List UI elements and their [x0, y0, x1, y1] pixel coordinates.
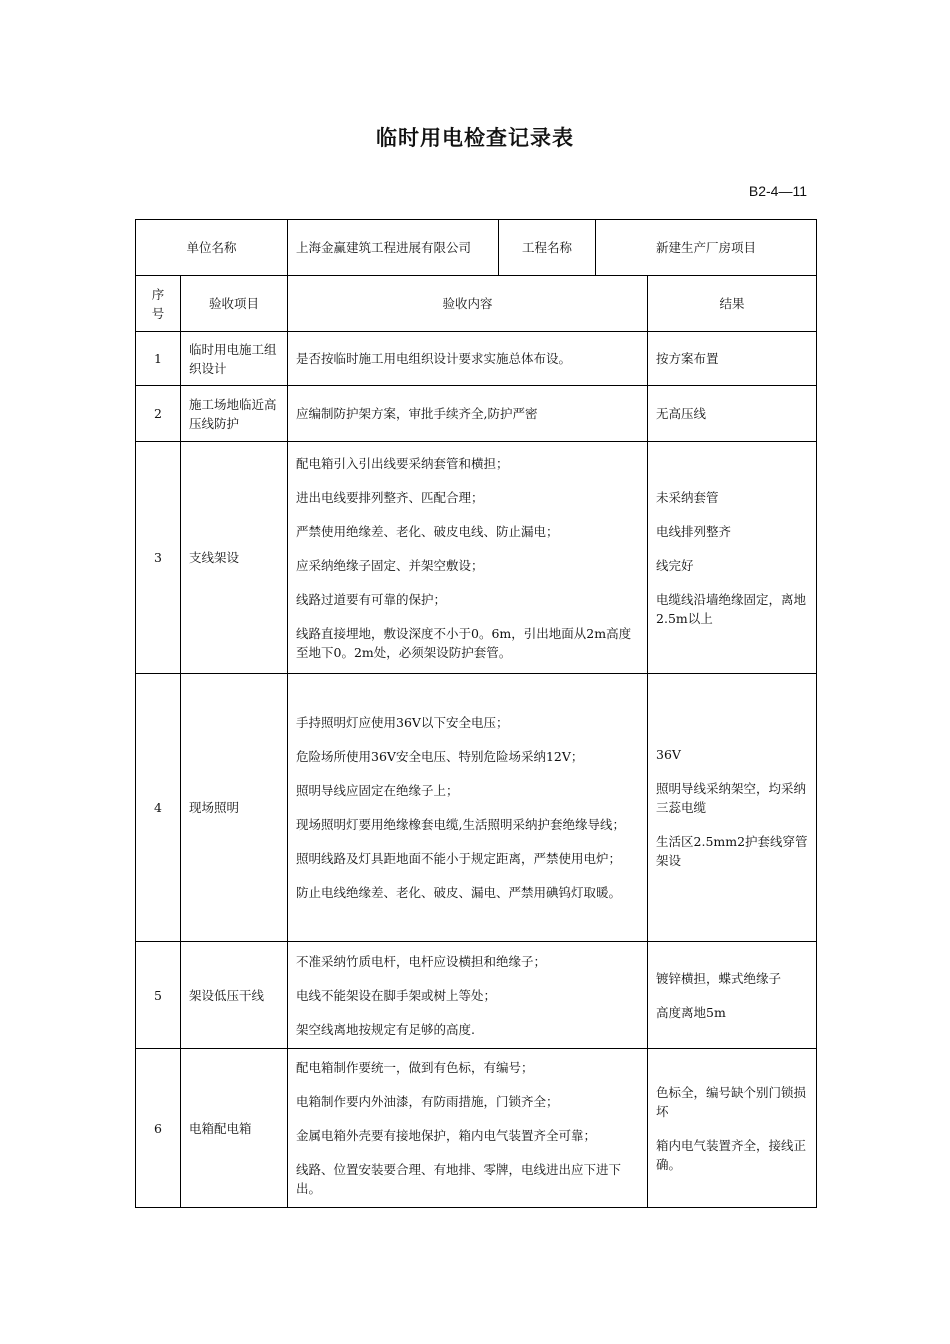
- table-row: [136, 1049, 817, 1208]
- header-row: [136, 276, 817, 332]
- content-line: 严禁使用绝缘差、老化、破皮电线、防止漏电；: [296, 523, 559, 539]
- row-content: [288, 386, 648, 442]
- table-row: [136, 942, 817, 1049]
- row-result: [648, 442, 817, 674]
- result-line: 电缆线沿墙绝缘固定，离地2.5m以上: [656, 591, 807, 626]
- header-no: 序号: [136, 276, 181, 332]
- result-line: 按方案布置: [656, 351, 719, 366]
- row-number: 4: [136, 674, 181, 942]
- result-line: 照明导线采纳架空，均采纳三蕊电缆: [656, 781, 807, 815]
- result-line: 无高压线: [656, 406, 707, 421]
- content-line: 照明线路及灯具距地面不能小于规定距离，严禁使用电炉；: [296, 851, 622, 866]
- result-line: 色标全，编号缺个别门锁损坏: [656, 1084, 807, 1119]
- content-line: 应采纳绝缘子固定、并架空敷设；: [296, 557, 484, 573]
- content-line: 线路、位置安装要合理、有地排、零牌，电线进出应下进下出。: [296, 1162, 622, 1196]
- project-label: 工程名称: [499, 220, 596, 276]
- row-item: 现场照明: [181, 674, 288, 942]
- result-line: 36V: [656, 747, 681, 762]
- project-value: 新建生产厂房项目: [596, 220, 817, 276]
- row-item: 施工场地临近高压线防护: [181, 386, 288, 442]
- row-content: [288, 942, 648, 1049]
- content-line: 电线不能架设在脚手架或树上等处；: [296, 987, 497, 1003]
- content-line: 电箱制作要内外油漆，有防雨措施，门锁齐全；: [296, 1094, 559, 1109]
- content-line: 危险场所使用36V安全电压、特别危险场采纳12V；: [296, 749, 584, 764]
- content-line: 现场照明灯要用绝缘橡套电缆,生活照明采纳护套绝缘导线；: [296, 817, 625, 832]
- row-number: 2: [136, 386, 181, 442]
- row-result: [648, 332, 817, 386]
- content-line: 配电箱引入引出线要采纳套管和横担；: [296, 455, 509, 471]
- content-line: 线路直接埋地，敷设深度不小于0。6m，引出地面从2m高度至地下0。2m处，必须架设防护套管。: [296, 625, 632, 660]
- inspection-form: [135, 219, 816, 1208]
- table-row: [136, 332, 817, 386]
- page-title: 临时用电检查记录表: [376, 126, 574, 150]
- result-line: 线完好: [656, 557, 694, 573]
- row-result: [648, 386, 817, 442]
- form-code: B2-4—11: [748, 183, 807, 199]
- row-result: [648, 942, 817, 1049]
- table-row: [136, 674, 817, 942]
- result-line: 高度离地5m: [656, 1004, 726, 1020]
- result-line: 未采纳套管: [656, 489, 719, 505]
- content-line: 手持照明灯应使用36V以下安全电压；: [296, 715, 509, 730]
- content-line: 进出电线要排列整齐、匹配合理；: [296, 489, 484, 505]
- content-line: 金属电箱外壳要有接地保护，箱内电气装置齐全可靠；: [296, 1128, 597, 1143]
- table-row: [136, 442, 817, 674]
- content-line: 架空线离地按规定有足够的高度.: [296, 1021, 475, 1037]
- table-body: [136, 332, 817, 1208]
- header-result: 结果: [648, 276, 817, 332]
- row-item: 临时用电施工组织设计: [181, 332, 288, 386]
- result-line: 电线排列整齐: [656, 523, 732, 539]
- content-line: 线路过道要有可靠的保护；: [296, 591, 447, 607]
- result-line: 镀锌横担，蝶式绝缘子: [656, 970, 782, 986]
- table-row: [136, 386, 817, 442]
- header-content: 验收内容: [288, 276, 648, 332]
- header-item: 验收项目: [181, 276, 288, 332]
- row-number: 1: [136, 332, 181, 386]
- row-content: [288, 674, 648, 942]
- unit-value: 上海金赢建筑工程进展有限公司: [288, 220, 499, 276]
- info-row: [136, 220, 817, 276]
- content-line: 配电箱制作要统一，做到有色标，有编号；: [296, 1060, 534, 1075]
- row-item: 电箱配电箱: [181, 1049, 288, 1208]
- row-content: [288, 442, 648, 674]
- row-content: [288, 1049, 648, 1208]
- row-result: [648, 1049, 817, 1208]
- row-item: 架设低压干线: [181, 942, 288, 1049]
- inspection-table: [135, 219, 817, 1208]
- result-line: 箱内电气装置齐全，接线正确。: [656, 1137, 807, 1172]
- row-number: 6: [136, 1049, 181, 1208]
- result-line: 生活区2.5mm2护套线穿管架设: [656, 834, 808, 868]
- row-item: 支线架设: [181, 442, 288, 674]
- content-line: 应编制防护架方案，审批手续齐全,防护严密: [296, 406, 538, 421]
- content-line: 防止电线绝缘差、老化、破皮、漏电、严禁用碘钨灯取暖。: [296, 885, 622, 900]
- content-line: 是否按临时施工用电组织设计要求实施总体布设。: [296, 351, 572, 366]
- row-number: 5: [136, 942, 181, 1049]
- content-line: 照明导线应固定在绝缘子上；: [296, 783, 459, 798]
- row-number: 3: [136, 442, 181, 674]
- content-line: 不准采纳竹质电杆，电杆应设横担和绝缘子；: [296, 953, 547, 969]
- unit-label: 单位名称: [136, 220, 288, 276]
- row-result: [648, 674, 817, 942]
- row-content: [288, 332, 648, 386]
